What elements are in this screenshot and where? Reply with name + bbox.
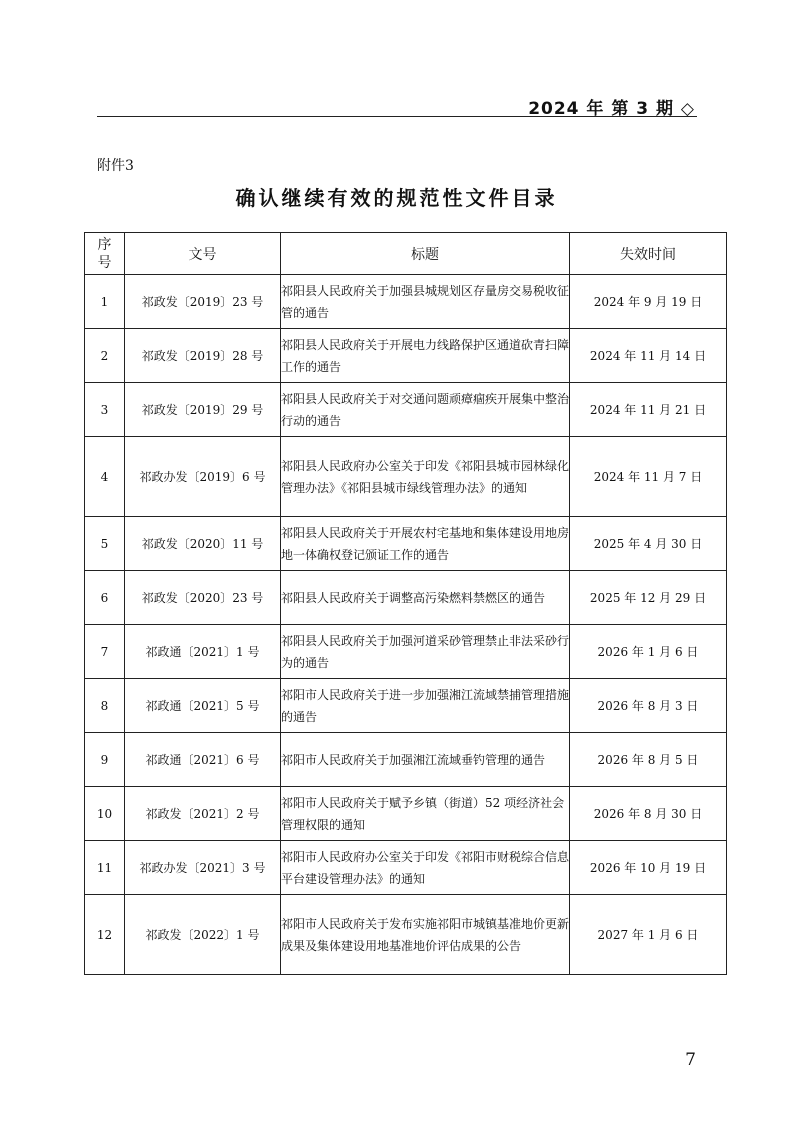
row-title: 祁阳市人民政府关于进一步加强湘江流域禁捕管理措施的通告 — [281, 679, 570, 733]
row-doc-number: 祁政发〔2019〕28 号 — [125, 329, 281, 383]
row-expiry: 2024 年 11 月 14 日 — [570, 329, 727, 383]
table-row — [85, 625, 727, 679]
row-expiry: 2024 年 11 月 21 日 — [570, 383, 727, 437]
row-serial-no: 4 — [85, 437, 125, 517]
row-doc-number: 祁政通〔2021〕6 号 — [125, 733, 281, 787]
row-serial-no: 10 — [85, 787, 125, 841]
row-title: 祁阳县人民政府关于开展电力线路保护区通道砍青扫障工作的通告 — [281, 329, 570, 383]
document-title: 确认继续有效的规范性文件目录 — [235, 186, 558, 210]
row-doc-number: 祁政办发〔2021〕3 号 — [125, 841, 281, 895]
row-title: 祁阳市人民政府关于加强湘江流域垂钓管理的通告 — [281, 733, 570, 787]
attachment-label: 附件3 — [97, 158, 134, 174]
row-expiry: 2026 年 8 月 3 日 — [570, 679, 727, 733]
row-serial-no: 9 — [85, 733, 125, 787]
header-title: 标题 — [281, 233, 570, 275]
header-expiry: 失效时间 — [570, 233, 727, 275]
documents-table — [84, 232, 727, 975]
table-row — [85, 275, 727, 329]
page-number: 7 — [685, 1050, 696, 1070]
table-row — [85, 841, 727, 895]
row-title: 祁阳市人民政府关于发布实施祁阳市城镇基准地价更新成果及集体建设用地基准地价评估成果的公告 — [281, 895, 570, 975]
row-title: 祁阳县人民政府办公室关于印发《祁阳县城市园林绿化管理办法》《祁阳县城市绿线管理办法》的通知 — [281, 437, 570, 517]
row-title: 祁阳市人民政府办公室关于印发《祁阳市财税综合信息平台建设管理办法》的通知 — [281, 841, 570, 895]
row-title: 祁阳县人民政府关于加强县城规划区存量房交易税收征管的通告 — [281, 275, 570, 329]
table-row — [85, 329, 727, 383]
row-title: 祁阳市人民政府关于赋予乡镇（街道）52 项经济社会管理权限的通知 — [281, 787, 570, 841]
row-expiry: 2024 年 11 月 7 日 — [570, 437, 727, 517]
row-doc-number: 祁政发〔2019〕23 号 — [125, 275, 281, 329]
row-expiry: 2026 年 8 月 5 日 — [570, 733, 727, 787]
table-row — [85, 733, 727, 787]
row-expiry: 2026 年 1 月 6 日 — [570, 625, 727, 679]
row-expiry: 2025 年 4 月 30 日 — [570, 517, 727, 571]
row-serial-no: 12 — [85, 895, 125, 975]
row-expiry: 2027 年 1 月 6 日 — [570, 895, 727, 975]
table-row — [85, 787, 727, 841]
row-serial-no: 5 — [85, 517, 125, 571]
table-row — [85, 679, 727, 733]
row-expiry: 2026 年 8 月 30 日 — [570, 787, 727, 841]
row-title: 祁阳县人民政府关于加强河道采砂管理禁止非法采砂行为的通告 — [281, 625, 570, 679]
row-serial-no: 8 — [85, 679, 125, 733]
row-expiry: 2026 年 10 月 19 日 — [570, 841, 727, 895]
header-divider — [97, 116, 697, 117]
row-doc-number: 祁政发〔2021〕2 号 — [125, 787, 281, 841]
row-doc-number: 祁政发〔2022〕1 号 — [125, 895, 281, 975]
table-row — [85, 383, 727, 437]
table-header-row — [85, 233, 727, 275]
header-serial-no — [85, 233, 125, 275]
row-doc-number: 祁政发〔2019〕29 号 — [125, 383, 281, 437]
row-title: 祁阳县人民政府关于对交通问题顽瘴痼疾开展集中整治行动的通告 — [281, 383, 570, 437]
table-row — [85, 517, 727, 571]
table-row — [85, 895, 727, 975]
header-serial-no-label: 序号 — [97, 236, 112, 271]
row-expiry: 2025 年 12 月 29 日 — [570, 571, 727, 625]
table-row — [85, 571, 727, 625]
row-title: 祁阳县人民政府关于调整高污染燃料禁燃区的通告 — [281, 571, 570, 625]
row-doc-number: 祁政通〔2021〕1 号 — [125, 625, 281, 679]
row-serial-no: 3 — [85, 383, 125, 437]
row-serial-no: 7 — [85, 625, 125, 679]
row-doc-number: 祁政发〔2020〕11 号 — [125, 517, 281, 571]
row-serial-no: 11 — [85, 841, 125, 895]
table-row — [85, 437, 727, 517]
row-serial-no: 6 — [85, 571, 125, 625]
header-doc-number: 文号 — [125, 233, 281, 275]
row-doc-number: 祁政办发〔2019〕6 号 — [125, 437, 281, 517]
issue-header: 2024 年 第 3 期 ◇ — [528, 99, 695, 119]
row-serial-no: 1 — [85, 275, 125, 329]
row-doc-number: 祁政发〔2020〕23 号 — [125, 571, 281, 625]
row-serial-no: 2 — [85, 329, 125, 383]
row-expiry: 2024 年 9 月 19 日 — [570, 275, 727, 329]
row-title: 祁阳县人民政府关于开展农村宅基地和集体建设用地房地一体确权登记颁证工作的通告 — [281, 517, 570, 571]
row-doc-number: 祁政通〔2021〕5 号 — [125, 679, 281, 733]
